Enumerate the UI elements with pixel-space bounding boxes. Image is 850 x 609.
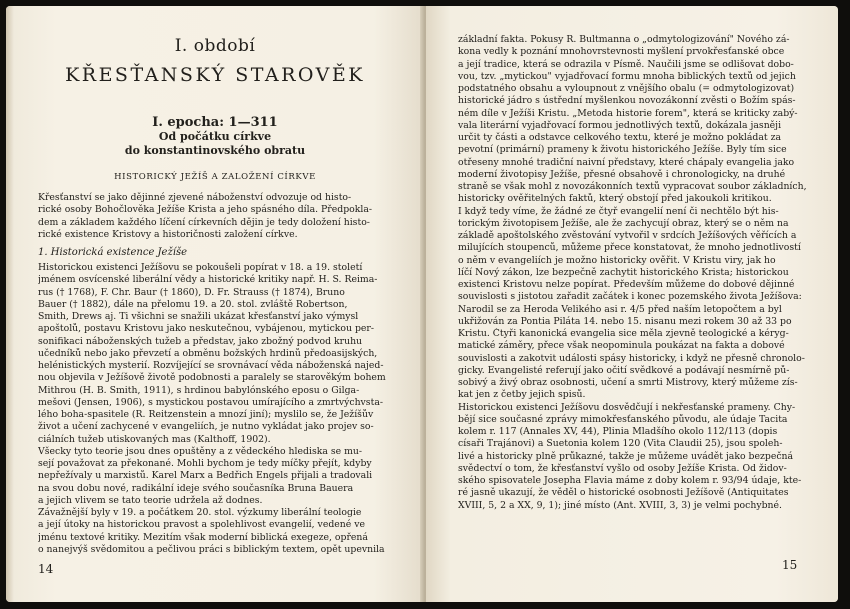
text-line: apoštolů, postavu Kristovu jako neskutečnou, vybájenou, mytickou per- — [38, 323, 375, 335]
text-line: ciálních tužeb utiskovaných mas (Kalthoff, 1902). — [38, 433, 271, 445]
era-title: KŘESŤANSKÝ STAROVĚK — [65, 64, 365, 86]
text-line: vou, tzv. „mytickou" vyjadřovací formu mnoha biblických textů od jejich — [458, 70, 796, 82]
text-line: rické existence Kristovy a historičnosti založení církve. — [38, 228, 298, 240]
page-number-left: 14 — [38, 562, 54, 576]
epoch-heading-line-3: do konstantinovského obratu — [124, 144, 306, 157]
page-number-right: 15 — [782, 558, 798, 572]
text-line: určit ty části a odstavce celkového textu, které je možno pokládat za — [458, 132, 782, 143]
text-line: kolem r. 117 (Annales XV, 44), Plinia Mladšího okolo 112/113 (dopis — [458, 426, 778, 437]
text-line: ré jasně ukazují, že věděl o historické osobnosti Ježíšově (Antiquitates — [458, 487, 789, 499]
text-line: o něm v evangeliích je možno historicky ověřit. V Kristu viry, jak ho — [458, 254, 776, 266]
text-line: jménu textové kritiky. Mezitím však moderní biblická exegeze, opřená — [38, 531, 368, 543]
text-line: ném díle v Ježíši Kristu. „Metoda historie forem", která se kriticky zabý- — [458, 107, 798, 119]
text-line: helénistických mysterií. Rozvíjející se srovnávací věda náboženská najed- — [38, 360, 384, 371]
text-line: pevotní (primární) prameny k životu historického Ježíše. Byly tím sice — [458, 144, 787, 156]
text-line: Závažnější byly v 19. a počátkem 20. stol. výzkumy liberální teologie — [38, 507, 362, 518]
text-line: Mithrou (H. B. Smith, 1911), s hrdinou babylónského eposu o Gilga- — [38, 384, 360, 396]
text-line: svědectví o tom, že křesťanství vyšlo od osoby Ježíše Krista. Od židov- — [458, 462, 787, 474]
text-line: nou objevila v Ježíšově životě podobnosti a paralely se starověkým bohem — [38, 372, 386, 384]
text-line: sobivý a živý obraz osobnosti, učení a smrti Mistrovy, který můžeme zís- — [458, 377, 798, 388]
subsection-heading: 1. Historická existence Ježíše — [38, 247, 187, 258]
text-line: Smith, Drews aj. Ti všichni se snažili ukázat křesťanství jako výmysl — [38, 311, 359, 322]
text-line: Narodil se za Heroda Velikého asi r. 4/5 před naším letopočtem a byl — [458, 303, 782, 315]
text-line: sejí považovat za překonané. Mohli bychom je tedy míčky přejít, kdyby — [38, 458, 372, 469]
intro-paragraph — [38, 192, 392, 241]
text-line: straně se však mohl z novozákonních textů vypracovat soubor základních, — [458, 181, 807, 192]
text-line: otřeseny mnohé tradiční naivní představy, které chápaly evangelia jako — [458, 156, 795, 168]
text-line: lého boha-spasitele (R. Reitzenstein a mnozí jiní); myslilo se, že Ježíšův — [38, 409, 374, 420]
text-line: bějí sice současné zprávy mimokřesťanského původu, ale údaje Tacita — [458, 413, 788, 425]
text-line: moderní životopisy Ježíše, přesné obsahově i chronologicky, na druhé — [458, 168, 786, 180]
text-line: o nanejvýš svědomitou a pečlivou práci s biblickým textem, opět upevnila — [38, 543, 385, 555]
page-edge-shadow — [6, 6, 14, 602]
text-line: vala literární vyjadřovací formou jednotlivých textů, dokázala jasněji — [458, 119, 782, 131]
text-line: rické osoby Bohočlověka Ježíše Krista a jeho spásného díla. Předpokla- — [38, 204, 373, 216]
text-line: Historickou existenci Ježíšovu se pokoušeli popírat v 18. a 19. století — [38, 262, 363, 273]
right-page — [426, 6, 838, 602]
text-line: I když tedy víme, že žádné ze čtyř evangelií není či nechtělo být his- — [458, 205, 779, 217]
text-line: rus († 1768), F. Chr. Baur († 1860), D. Fr. Strauss († 1874), Bruno — [38, 286, 345, 298]
text-line: nepřežívaly u marxistů. Karel Marx a Bedřich Engels přijali a tradovali — [38, 470, 373, 482]
text-line: historicky ověřitelných faktů, který obstojí před jakoukoli kritikou. — [458, 193, 772, 205]
text-line: torickým životopisem Ježíše, ale že zachycují obraz, který se o něm na — [458, 217, 789, 229]
text-line: císaři Trajánovi) a Suetonia kolem 120 (Vita Claudii 25), jsou spoleh- — [458, 438, 783, 450]
text-line: život a učení zachycené v evangeliích, je nutno vykládat jako projev so- — [38, 421, 374, 433]
text-line: dem a základem každého líčení církevních dějin je tedy doložení histo- — [38, 216, 370, 228]
text-line: jménem osvícenské liberální vědy a historické kritiky např. H. S. Reima- — [38, 274, 378, 286]
text-line: Historickou existenci Ježíšovu dosvědčují i nekřesťanské prameny. Chy- — [458, 401, 796, 413]
right-body-text — [458, 34, 808, 512]
text-line: Křesťanství se jako dějinné zjevené náboženství odvozuje od histo- — [38, 192, 352, 203]
text-line: milujících stoupenců, můžeme přece konstatovat, že mnoho jednotlivostí — [458, 242, 801, 254]
text-line: a jejich vlivem se tato teorie udržela až dodnes. — [38, 494, 263, 506]
text-line: sonifikaci náboženských tužeb a představ, jako zbožný podvod kruhu — [38, 335, 363, 347]
text-line: livé a historicky plně průkazné, takže je můžeme uvádět jako bezpečná — [458, 450, 794, 462]
text-line: XVIII, 5, 2 a XX, 9, 1); jiné místo (Ant. XVIII, 3, 3) je velmi pochybné. — [458, 499, 782, 511]
text-line: podstatného obsahu a vyloupnout z vnějšího obalu (= odmytologizovat) — [458, 83, 795, 94]
part-title: I. období — [174, 36, 256, 56]
text-line: kona vedly k poznání mnohovrstevnosti myšlení prvokřesťanské obce — [458, 46, 785, 58]
text-line: matické záměry, přece však neopominula poukázat na fakta a dobové — [458, 340, 785, 352]
text-line: učedníků nebo jako převzetí a obměnu božských hrdinů předoasijských, — [38, 347, 378, 359]
text-line: mešovi (Jensen, 1906), s mystickou postavou umírajícího a zmrtvýchvsta- — [38, 396, 383, 408]
open-book — [6, 6, 838, 602]
text-line: Všecky tyto teorie jsou dnes opuštěny a z vědeckého hlediska se mu- — [38, 445, 363, 457]
text-line: kat jen z četby jejich spisů. — [458, 389, 586, 401]
text-line: základě apoštolského zvěstování vytvořil v srdcích Ježíšových věřících a — [458, 230, 797, 241]
epoch-heading-line-2: Od počátku církve — [158, 130, 272, 143]
text-line: souvislosti a zakotvit události spásy historicky, i když ne přesně chronolo- — [458, 352, 805, 364]
text-line: základní fakta. Pokusy R. Bultmanna o „odmytologizování" Nového zá- — [458, 34, 790, 45]
text-line: Kristu. Čtyři kanonická evangelia sice měla zjevně teologické a kéryg- — [458, 328, 789, 339]
text-line: Bauer († 1882), dále na přelomu 19. a 20. stol. zvláště Robertson, — [38, 298, 348, 310]
text-line: ského spisovatele Josepha Flavia máme z doby kolem r. 93/94 údaje, kte- — [458, 475, 802, 486]
section-heading: HISTORICKÝ JEŽÍŠ A ZALOŽENÍ CÍRKVE — [114, 172, 316, 182]
text-line: a její útoky na historickou pravost a spolehlivost evangelií, vedené ve — [38, 519, 365, 531]
text-line: na svou dobu nové, radikální ideje svého současníka Bruna Bauera — [38, 482, 354, 494]
epoch-heading-line-1: I. epocha: 1—311 — [152, 115, 278, 130]
left-body-text — [38, 262, 392, 556]
text-line: ukřižován za Pontia Piláta 14. nebo 15. nisanu mezi rokem 30 až 33 po — [458, 315, 792, 327]
text-line: souvislosti s jistotou zařadit začátek i konec pozemského života Ježíšova: — [458, 291, 802, 303]
text-line: a její tradice, která se odrazila v Písmě. Naučili jsme se odlišovat dobo- — [458, 58, 794, 70]
text-line: gicky. Evangelisté referují jako očití svědkové a podávají nesmírně pů- — [458, 364, 790, 376]
text-line: historické jádro s ústřední myšlenkou novozákonní zvěsti o Božím spás- — [458, 95, 796, 107]
left-page — [6, 6, 424, 602]
text-line: líčí Nový zákon, lze bezpečně zachytit historického Krista; historickou — [458, 266, 789, 278]
text-line: existenci Kristovu nelze popírat. Především můžeme do dobové dějinné — [458, 279, 795, 290]
